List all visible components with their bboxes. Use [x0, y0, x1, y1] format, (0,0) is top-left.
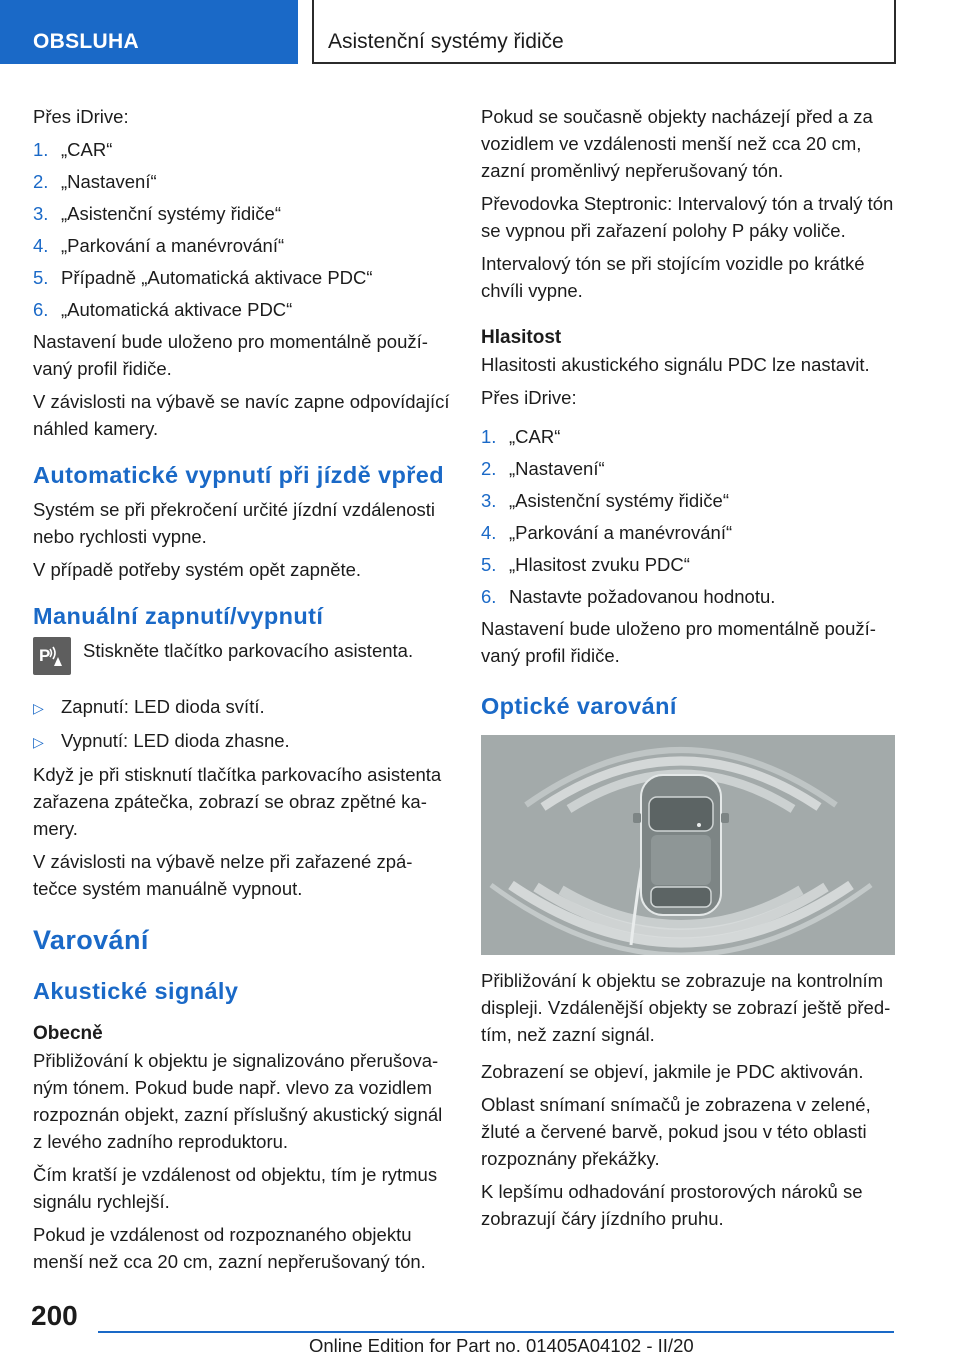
step-text: „Parkování a manévrování“ [509, 522, 733, 543]
step-text: „Hlasitost zvuku PDC“ [509, 554, 690, 575]
pdc-button-row [33, 637, 453, 675]
volume-steps [481, 423, 899, 610]
paragraph-continuous-tone: Pokud je vzdálenost od rozpoznaného objektu menší než cca 20 cm, zazní nepřerušovaný tón. [33, 1224, 426, 1272]
paragraph-reverse-no-off: V závislosti na výbavě nelze při zařazené zpá‐tečce systém manuálně vypnout. [33, 851, 413, 899]
step-number: 3. [481, 490, 497, 511]
heading-acoustic-signals: Akustické signály [33, 978, 239, 1004]
pdc-display-figure [481, 735, 895, 955]
list-item [33, 168, 453, 195]
paragraph-profile-saved: Nastavení bude uloženo pro momentálně použí‐vaný profil řidiče. [33, 331, 428, 379]
parking-assistant-button-icon [33, 637, 71, 675]
heading-auto-off: Automatické vypnutí při jízdě vpřed [33, 462, 444, 488]
paragraph-colors: Oblast snímaní snímačů je zobrazena v zelené, žluté a červené barvě, pokud jsou v této oblasti rozpoznány překážky. [481, 1094, 871, 1169]
list-item [33, 727, 453, 756]
list-item [33, 264, 453, 291]
heading-warning: Varování [33, 925, 149, 955]
paragraph-appears: Zobrazení se objeví, jakmile je PDC aktivován. [481, 1061, 864, 1082]
step-number: 2. [33, 171, 49, 192]
auto-pdc-steps [33, 136, 453, 323]
step-text: „Nastavení“ [509, 458, 605, 479]
idrive-intro: Přes iDrive: [33, 106, 129, 127]
triangle-bullet-icon: ▷ [33, 734, 44, 750]
paragraph-press-button: Stiskněte tlačítko parkovacího asistenta. [83, 640, 414, 661]
step-text: „Automatická aktivace PDC“ [61, 299, 293, 320]
paragraph-display: Přibližování k objektu se zobrazuje na kontrolním displeji. Vzdálenější objekty se zobrazí ještě před‐tím, než zazní signál. [481, 970, 891, 1045]
paragraph-profile-saved: Nastavení bude uloženo pro momentálně použí‐vaný profil řidiče. [481, 618, 876, 666]
list-item [481, 551, 899, 578]
paragraph-camera-view: V závislosti na výbavě se navíc zapne odpovídající náhled kamery. [33, 391, 450, 439]
paragraph-front-rear: Pokud se současně objekty nacházejí před a za vozidlem ve vzdálenosti menší než cca 20 cm, zazní proměnlivý nepřerušovaný tón. [481, 106, 873, 181]
paragraph-restart: V případě potřeby systém opět zapněte. [33, 559, 362, 580]
triangle-bullet-icon: ▷ [33, 700, 44, 716]
heading-optical-warning: Optické varování [481, 693, 677, 719]
section-tab: OBSLUHA [0, 0, 298, 64]
paragraph-standing: Intervalový tón se při stojícím vozidle po krátké chvíli vypne. [481, 253, 865, 301]
list-item [481, 423, 899, 450]
left-column [33, 103, 453, 1281]
list-item [33, 136, 453, 163]
step-text: „CAR“ [509, 426, 561, 447]
list-item [33, 232, 453, 259]
heading-general: Obecně [33, 1023, 103, 1044]
bullet-text: Vypnutí: LED dioda zhasne. [61, 730, 290, 751]
step-number: 1. [33, 139, 49, 160]
paragraph-steptronic: Převodovka Steptronic: Intervalový tón a trvalý tón se vypnou při zařazení polohy P páky voliče. [481, 193, 894, 241]
step-number: 4. [33, 235, 49, 256]
paragraph-volume: Hlasitosti akustického signálu PDC lze nastavit. [481, 354, 870, 375]
list-item [481, 455, 899, 482]
footer-edition: Online Edition for Part no. 01405A04102 - II/20 [309, 1335, 694, 1356]
step-number: 2. [481, 458, 497, 479]
step-text: „Parkování a manévrování“ [61, 235, 285, 256]
pdc-display-illustration [481, 735, 895, 955]
step-number: 4. [481, 522, 497, 543]
chapter-title: Asistenční systémy řidiče [312, 0, 896, 64]
paragraph-rhythm: Čím kratší je vzdálenost od objektu, tím je rytmus signálu rychlejší. [33, 1164, 438, 1212]
heading-manual: Manuální zapnutí/vypnutí [33, 603, 324, 629]
step-text: „Asistenční systémy řidiče“ [509, 490, 729, 511]
paragraph-lane-lines: K lepšímu odhadování prostorových nároků se zobrazují čáry jízdního pruhu. [481, 1181, 863, 1229]
step-text: Případně „Automatická aktivace PDC“ [61, 267, 373, 288]
step-number: 6. [33, 299, 49, 320]
step-text: Nastavte požadovanou hodnotu. [509, 586, 776, 607]
bullet-text: Zapnutí: LED dioda svítí. [61, 696, 265, 717]
paragraph-general: Přibližování k objektu je signalizováno přerušova‐ným tónem. Pokud bude např. vlevo za vozidlem rozpoznán objekt, zazní příslušný akustický signál z levého zadního reproduktoru. [33, 1050, 443, 1152]
step-number: 3. [33, 203, 49, 224]
right-column [481, 103, 899, 1238]
paragraph-auto-off: Systém se při překročení určité jízdní vzdálenosti nebo rychlosti vypne. [33, 499, 436, 547]
svg-text:P: P [39, 646, 51, 665]
paragraph-reverse-camera: Když je při stisknutí tlačítka parkovacího asistenta zařazena zpátečka, zobrazí se obraz zpětné ka‐mery. [33, 764, 442, 839]
step-number: 5. [33, 267, 49, 288]
list-item [481, 519, 899, 546]
step-number: 5. [481, 554, 497, 575]
list-item [33, 693, 453, 722]
step-text: „CAR“ [61, 139, 113, 160]
step-number: 6. [481, 586, 497, 607]
list-item [481, 583, 899, 610]
step-number: 1. [481, 426, 497, 447]
idrive-intro: Přes iDrive: [481, 387, 577, 408]
footer-divider [98, 1331, 894, 1333]
heading-volume: Hlasitost [481, 327, 562, 348]
page-number: 200 [31, 1300, 78, 1331]
list-item [33, 200, 453, 227]
list-item [33, 296, 453, 323]
step-text: „Nastavení“ [61, 171, 157, 192]
step-text: „Asistenční systémy řidiče“ [61, 203, 281, 224]
list-item [481, 487, 899, 514]
